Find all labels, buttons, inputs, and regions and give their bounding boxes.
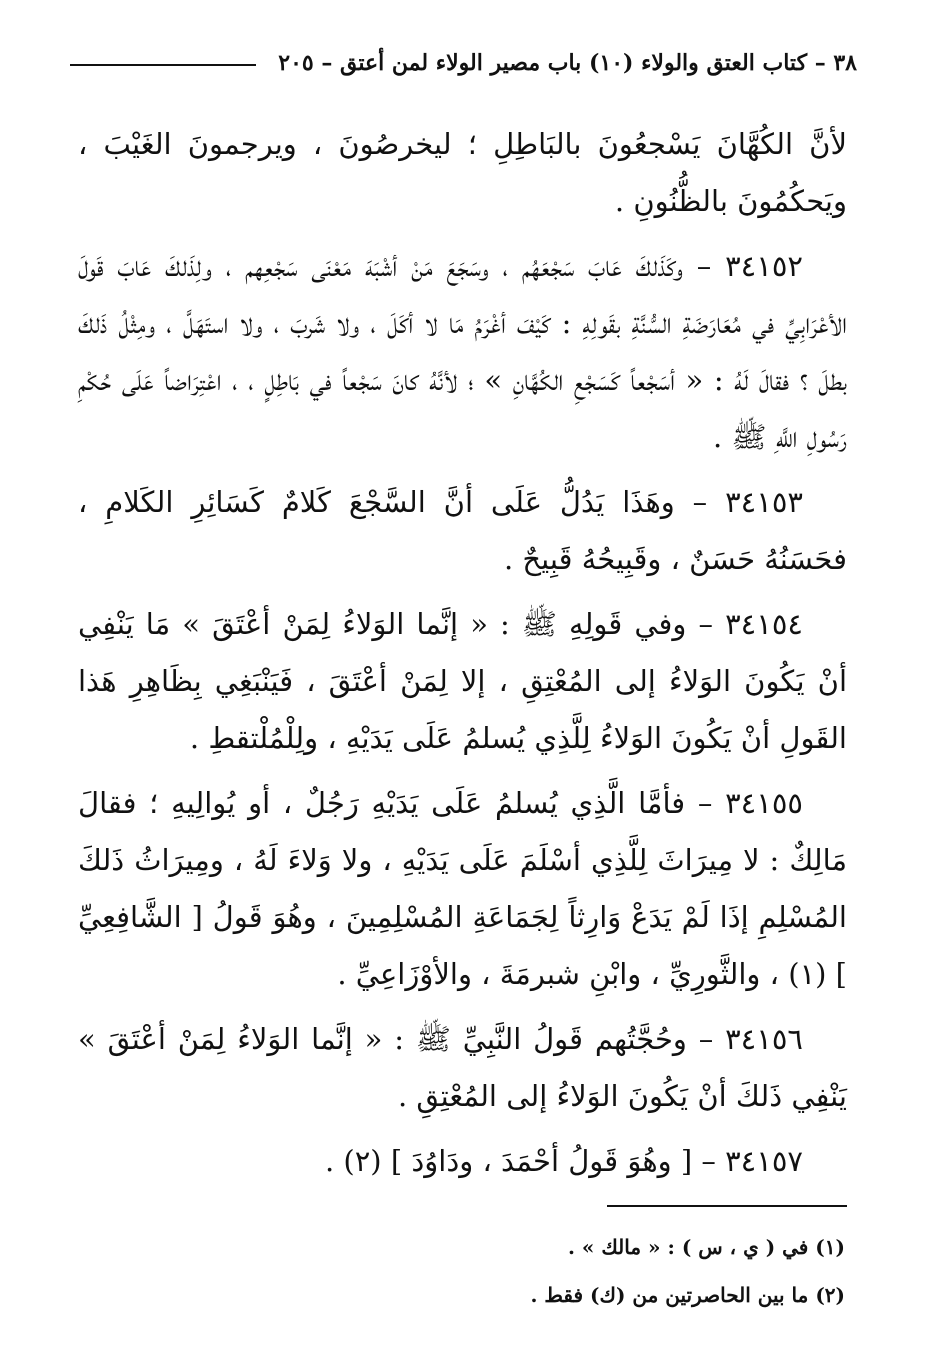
paragraph-34155: ٣٤١٥٥ – فأمَّا الَّذِي يُسلمُ عَلَى يَدَيْهِ رَجُلٌ ، أو يُوالِيهِ ؛ فقالَ مَالِكٌ : لا مِيرَاثَ لِلَّذِي أسْلَمَ عَلَى يَدَيْهِ ، ولا وَلاءَ لَهُ ، ومِيرَاثُ ذَلكَ المُسْلِمِ إذَا لَمْ يَدَعْ وَارِثاً لِجَمَاعَةِ المُسْلِمِينَ ، وهُوَ قَولُ [ الشَّافِعِيِّ ] (١) ، والثَّورِيِّ ، وابْنِ شبرمَةَ ، والأوْزَاعِيِّ . xyxy=(78,786,847,991)
running-header xyxy=(70,40,857,90)
paragraph-34152: ٣٤١٥٢ – وكَذَلكَ عَابَ سَجْعَهُم ، وسَجَعَ مَنْ أشْبَهَ مَعْنَى سَجْعِهم ، ولِذَلكَ عَابَ قَولَ الأعْرَابِيِّ في مُعَارَضَةِ السُّنَّةِ بقَولِهِ : كَيْفَ أغْرَمُ مَا لا أكَلَ ، ولا شَربَ ، ولا استَهَلَّ ، ومِثْلُ ذَلكَ بطلَ ؟ فقالَ لَهُ : « أسَجْعاً كَسَجْعِ الكُهَّانِ » ؛ لأنَّهُ كانَ سَجْعاً في بَاطِلٍ ، ، اعْتِرَاضاً عَلَى حُكْمِ رَسُولِ اللَّهِ ﷺ . xyxy=(78,249,847,454)
paragraph-intro: لأنَّ الكُهَّانَ يَسْجعُونَ بالبَاطِلِ ؛ ليخرصُونَ ، ويرجمونَ الغَيْبَ ، ويَحكُمُونَ بالظُّنُونِ . xyxy=(78,127,847,218)
footnote-2: (٢) ما بين الحاصرتين من (ك) فقط . xyxy=(530,1283,845,1307)
paragraph-34157: ٣٤١٥٧ – [ وهُوَ قَولُ أحْمَدَ ، ودَاوُدَ ] (٢) . xyxy=(324,1144,803,1178)
footnotes xyxy=(78,1223,845,1319)
header-rule xyxy=(70,64,256,66)
main-text xyxy=(78,116,847,1190)
paragraph-34156: ٣٤١٥٦ – وحُجَّتُهم قَولُ النَّبِيِّ ﷺ : « إنَّما الوَلاءُ لِمَنْ أعْتَقَ » يَنْفِي ذَلكَ أنْ يَكُونَ الوَلاءُ إلى المُعْتِقِ . xyxy=(78,1022,847,1113)
header-title: ٣٨ – كتاب العتق والولاء (١٠) باب مصير الولاء لمن أعتق – ٢٠٥ xyxy=(278,50,857,76)
paragraph-34154: ٣٤١٥٤ – وفي قَولِهِ ﷺ : « إنَّما الوَلاءُ لِمَنْ أعْتَقَ » مَا يَنْفِي أنْ يَكُونَ الوَلاءُ إلى المُعْتِقِ ، إلا لِمَنْ أعْتَقَ ، فَيَنْبَغِي بِظَاهِرِ هَذا القَولِ أنْ يَكُونَ الوَلاءُ لِلَّذِي يُسلمُ عَلَى يَدَيْهِ ، ولِلْمُلْتقطِ . xyxy=(78,607,847,755)
footnote-separator xyxy=(607,1205,847,1207)
paragraph-34153: ٣٤١٥٣ – وهَذَا يَدُلُّ عَلَى أنَّ السَّجْعَ كَلامٌ كَسَائِرِ الكَلامِ ، فحَسَنُهُ حَسَنٌ ، وقَبِيحُهُ قَبِيحٌ . xyxy=(78,485,847,576)
footnote-1: (١) في ( ي ، س ) : « مالك » . xyxy=(567,1235,845,1259)
